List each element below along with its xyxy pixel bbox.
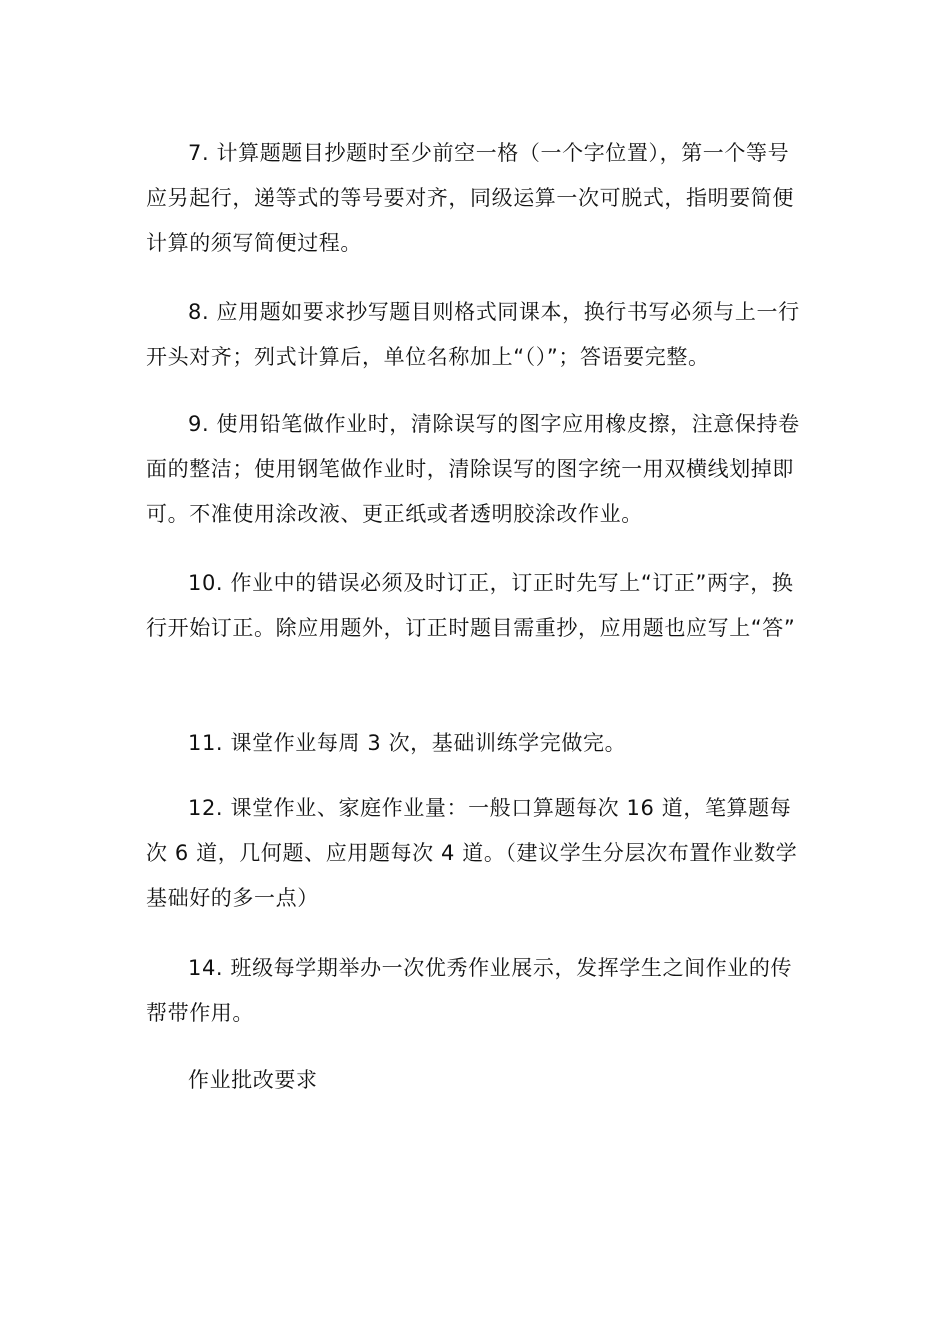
paragraph-item-12: 12. 课堂作业、家庭作业量：一般口算题每次 16 道，笔算题每次 6 道，几何题、应用题每次 4 道。（建议学生分层次布置作业数学基础好的多一点） <box>146 796 798 910</box>
paragraph-item-9: 9. 使用铅笔做作业时，清除误写的图字应用橡皮擦，注意保持卷面的整洁；使用钢笔做作业时，清除误写的图字统一用双横线划掉即可。不准使用涂改液、更正纸或者透明胶涂改作业。 <box>146 412 800 526</box>
section-heading-correction-requirements: 作业批改要求 <box>188 1068 318 1092</box>
paragraph-item-7: 7. 计算题题目抄题时至少前空一格（一个字位置），第一个等号应另起行，递等式的等号要对齐，同级运算一次可脱式，指明要简便计算的须写简便过程。 <box>146 141 794 255</box>
paragraph-item-8: 8. 应用题如要求抄写题目则格式同课本，换行书写必须与上一行开头对齐；列式计算后，单位名称加上“（）”；答语要完整。 <box>146 300 800 369</box>
paragraph-item-14: 14. 班级每学期举办一次优秀作业展示，发挥学生之间作业的传帮带作用。 <box>146 956 793 1025</box>
paragraph-item-11: 11. 课堂作业每周 3 次，基础训练学完做完。 <box>188 731 627 755</box>
paragraph-item-10: 10. 作业中的错误必须及时订正，订正时先写上“订正”两字，换行开始订正。除应用题外，订正时题目需重抄，应用题也应写上“答” <box>146 571 796 640</box>
